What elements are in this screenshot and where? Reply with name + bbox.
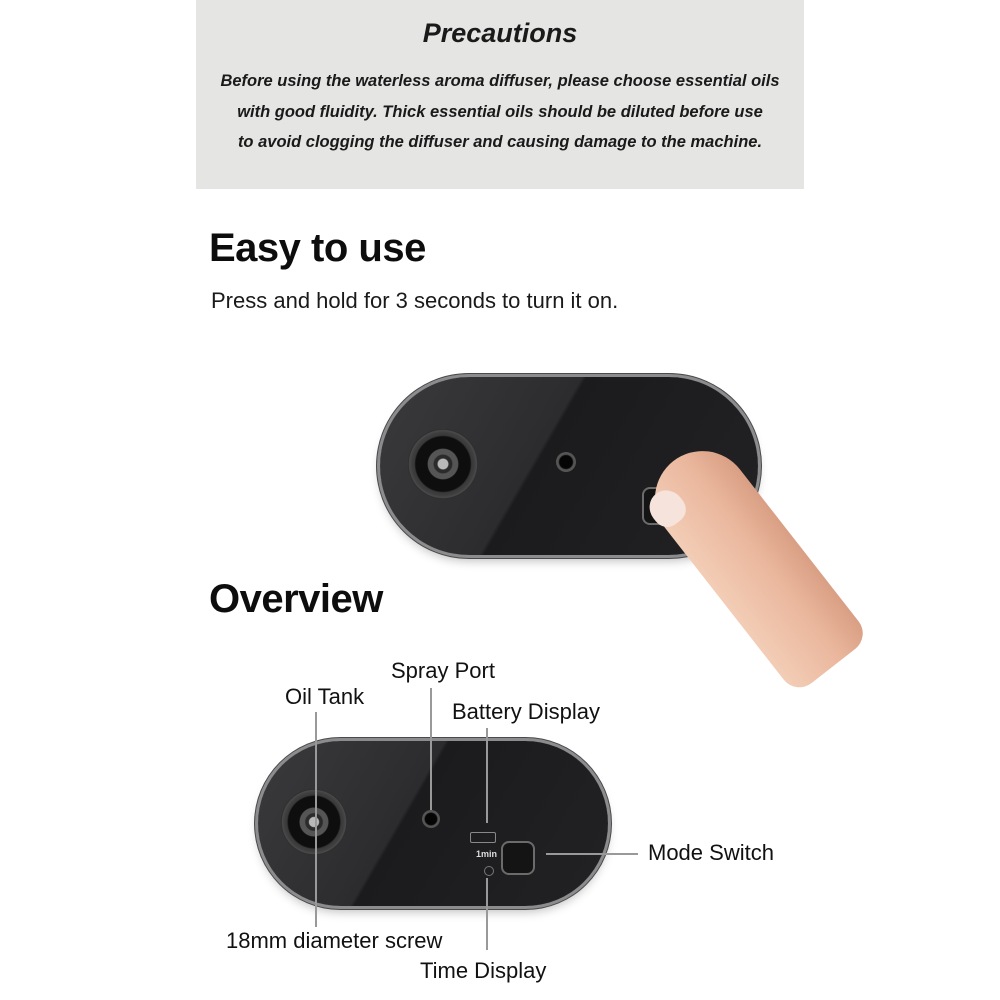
label-spray-port: Spray Port bbox=[391, 658, 495, 683]
precautions-line: with good fluidity. Thick essential oils should be diluted before use bbox=[237, 102, 763, 121]
precautions-line: to avoid clogging the diffuser and causing damage to the machine. bbox=[237, 133, 763, 151]
precautions-text bbox=[216, 66, 784, 158]
leader-line-oil-tank bbox=[315, 712, 317, 927]
spray-port-icon bbox=[556, 452, 576, 472]
precautions-banner bbox=[196, 0, 804, 189]
spray-port-icon bbox=[422, 810, 440, 828]
leader-line-battery bbox=[486, 728, 488, 823]
time-display-text: 1min bbox=[476, 849, 498, 859]
mode-switch-button[interactable] bbox=[503, 843, 533, 873]
oil-tank-lens-icon bbox=[408, 429, 478, 499]
precautions-title: Precautions bbox=[422, 18, 578, 48]
label-mode-switch: Mode Switch bbox=[648, 840, 774, 865]
leader-line-spray-port bbox=[430, 688, 432, 810]
battery-icon bbox=[470, 832, 496, 843]
label-battery-display: Battery Display bbox=[452, 699, 600, 724]
oil-tank-lens-icon bbox=[281, 789, 347, 855]
overview-heading: Overview bbox=[209, 577, 383, 621]
easy-to-use-heading: Easy to use bbox=[209, 226, 426, 270]
label-screw: 18mm diameter screw bbox=[226, 928, 443, 953]
leader-line-mode-switch bbox=[546, 853, 638, 855]
leader-line-time-display bbox=[486, 878, 488, 950]
label-time-display: Time Display bbox=[420, 958, 547, 983]
clock-icon bbox=[484, 866, 494, 876]
easy-to-use-instruction: Press and hold for 3 seconds to turn it on. bbox=[211, 288, 619, 313]
precautions-line: Before using the waterless aroma diffuser, please choose essential oils bbox=[220, 72, 780, 90]
diffuser-device-overview bbox=[258, 741, 608, 906]
label-oil-tank: Oil Tank bbox=[285, 684, 365, 709]
